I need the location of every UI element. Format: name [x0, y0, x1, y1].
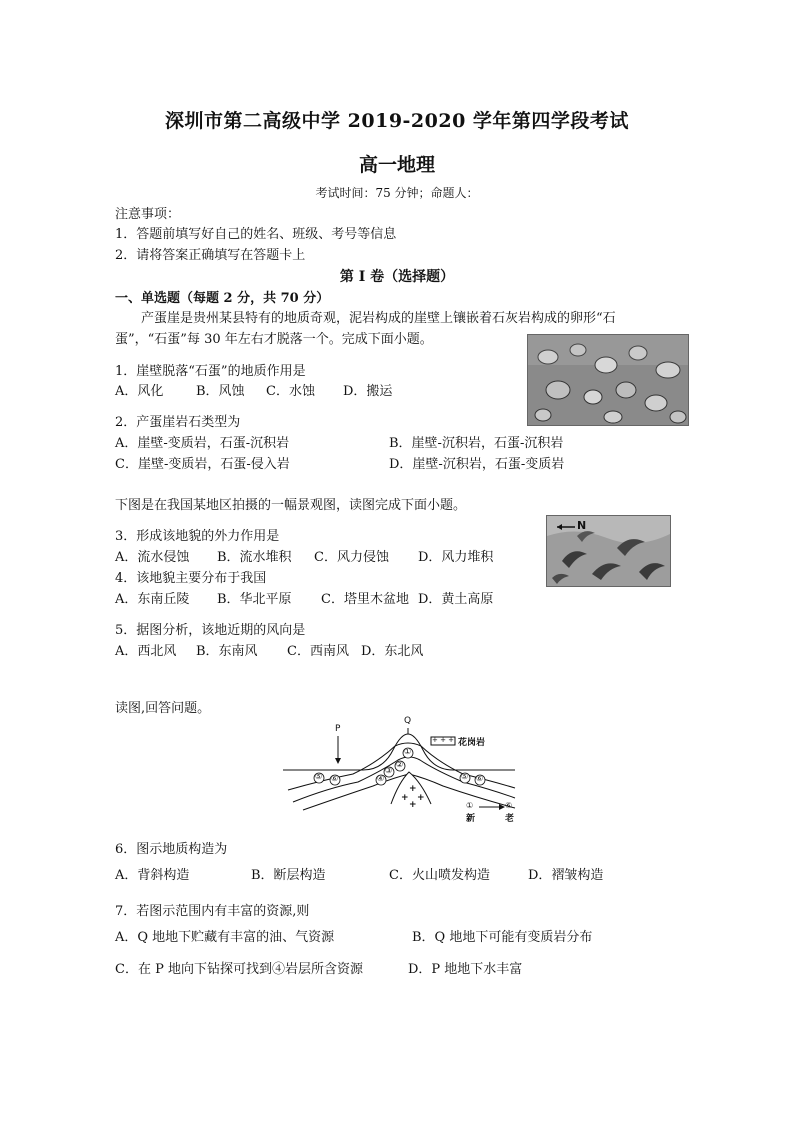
layer-label: ① — [404, 747, 412, 756]
page-subtitle: 高一地理 — [358, 154, 435, 176]
layer-label: ③ — [385, 766, 393, 775]
passage-line: 下图是在我国某地区拍摄的一幅景观图，读图完成下面小题。 — [115, 498, 467, 513]
option: B．流水堆积 — [217, 550, 292, 565]
option: C．在 P 地向下钻探可找到④岩层所含资源 — [115, 962, 363, 977]
layer-label: ⑥ — [331, 774, 339, 783]
label-q: Q — [404, 716, 412, 726]
option: C．塔里木盆地 — [321, 592, 409, 607]
option: C．风力侵蚀 — [314, 550, 389, 565]
question-stem: 5．据图分析，该地近期的风向是 — [115, 623, 306, 638]
granite-cross: + — [401, 793, 409, 803]
question-stem: 6．图示地质构造为 — [115, 842, 228, 857]
option: B．风蚀 — [196, 384, 245, 399]
option: D．黄土高原 — [418, 592, 494, 607]
exam-info: 考试时间：75 分钟；命题人： — [315, 186, 479, 200]
granite-cross: + — [409, 800, 417, 810]
layer-label: ⑥ — [476, 774, 484, 783]
option: A．流水侵蚀 — [115, 550, 190, 565]
layer-label: ⑤ — [461, 772, 469, 781]
question-stem: 7．若图示范围内有丰富的资源,则 — [115, 904, 310, 919]
option: C．西南风 — [287, 644, 349, 659]
option: A．风化 — [115, 384, 164, 399]
option: A．西北风 — [115, 644, 177, 659]
geology-diagram — [283, 716, 523, 824]
layer-label: ④ — [377, 774, 385, 783]
granite-cross: + — [409, 784, 417, 794]
notes-heading: 注意事项： — [115, 207, 181, 222]
cliff-photo — [527, 334, 689, 426]
option: D．褶皱构造 — [528, 868, 604, 883]
question-stem: 4．该地貌主要分布于我国 — [115, 571, 267, 586]
layer-label: ② — [396, 760, 404, 769]
legend-layer-new: ① — [466, 801, 474, 810]
page-title: 深圳市第二高级中学 2019-2020 学年第四学段考试 — [165, 110, 629, 132]
passage-line: 蛋”，“石蛋”每 30 年左右才脱落一个。完成下面小题。 — [115, 332, 433, 347]
option: A．崖壁-变质岩，石蛋-沉积岩 — [115, 436, 290, 451]
question-stem: 1．崖壁脱落“石蛋”的地质作用是 — [115, 364, 306, 379]
question-stem: 2．产蛋崖岩石类型为 — [115, 415, 241, 430]
option: A．东南丘陵 — [115, 592, 190, 607]
legend-new: 新 — [466, 814, 476, 824]
section-title: 第 I 卷（选择题） — [339, 269, 455, 285]
option: C．水蚀 — [266, 384, 315, 399]
legend-text: 花岗岩 — [458, 738, 486, 748]
label-p: P — [335, 724, 341, 734]
note-item: 2．请将答案正确填写在答题卡上 — [115, 248, 306, 263]
option: A．Q 地地下贮藏有丰富的油、气资源 — [115, 930, 335, 945]
option: B．Q 地地下可能有变质岩分布 — [412, 930, 593, 945]
option: D．风力堆积 — [418, 550, 494, 565]
option: D．搬运 — [343, 384, 393, 399]
option: B．断层构造 — [251, 868, 326, 883]
option: D．P 地地下水丰富 — [408, 962, 523, 977]
north-label: N — [577, 519, 587, 532]
legend-old: 老 — [505, 814, 515, 824]
question-stem: 3．形成该地貌的外力作用是 — [115, 529, 280, 544]
option: B．崖壁-沉积岩，石蛋-沉积岩 — [389, 436, 564, 451]
option: C．火山喷发构造 — [389, 868, 490, 883]
legend-layer-old: ⑥ — [505, 801, 513, 810]
part-title: 一、单选题（每题 2 分，共 70 分） — [115, 291, 330, 306]
option: A．背斜构造 — [115, 868, 190, 883]
note-item: 1．答题前填写好自己的姓名、班级、考号等信息 — [115, 227, 397, 242]
passage-line: 产蛋崖是贵州某县特有的地质奇观，泥岩构成的崖壁上镶嵌着石灰岩构成的卵形“石 — [141, 311, 616, 326]
option: D．崖壁-沉积岩，石蛋-变质岩 — [389, 457, 565, 472]
option: C．崖壁-变质岩，石蛋-侵入岩 — [115, 457, 290, 472]
option: B．华北平原 — [217, 592, 292, 607]
dune-photo — [546, 515, 671, 587]
passage-line: 读图,回答问题。 — [115, 701, 211, 716]
granite-cross: + — [417, 793, 425, 803]
legend-symbol: + + + — [432, 736, 455, 744]
layer-label: ⑤ — [315, 772, 323, 781]
option: D．东北风 — [361, 644, 424, 659]
option: B．东南风 — [196, 644, 258, 659]
